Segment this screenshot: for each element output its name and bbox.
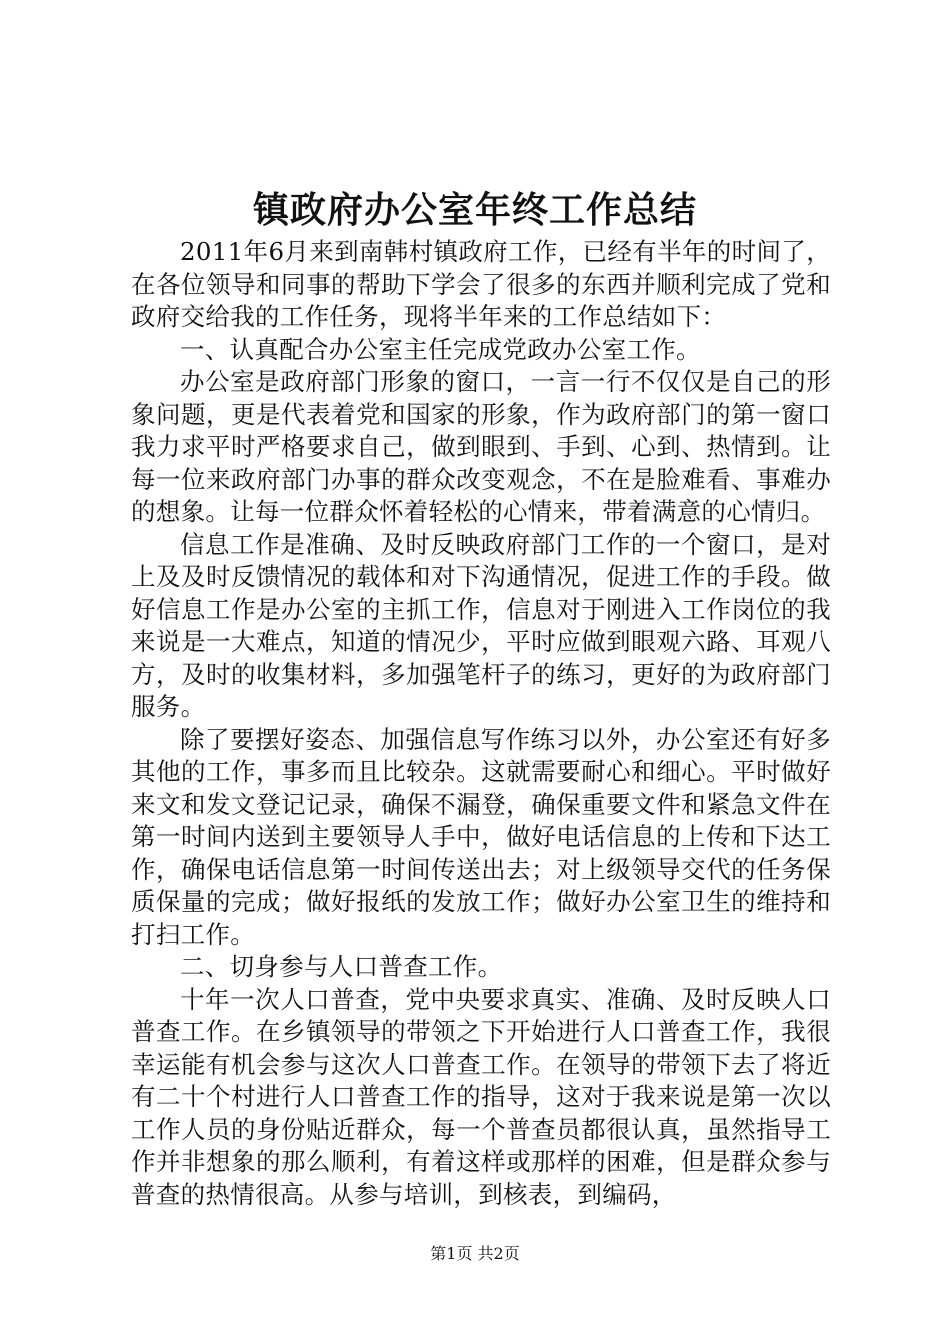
section-heading-1: 一、认真配合办公室主任完成党政办公室工作。 <box>180 334 701 364</box>
document-body <box>131 236 831 1211</box>
paragraph-other-work: 除了要摆好姿态、加强信息写作练习以外，办公室还有好多其他的工作，事多而且比较杂。这就需要耐心和细心。平时做好来文和发文登记记录，确保不漏登，确保重要文件和紧急文件在第一时间内送到主要领导人手中，做好电话信息的上传和下达工作，确保电话信息第一时间传送出去；对上级领导交代的任务保质保量的完成；做好报纸的发放工作；做好办公室卫生的维持和打扫工作。 <box>131 724 831 949</box>
paragraph-census: 十年一次人口普查，党中央要求真实、准确、及时反映人口普查工作。在乡镇领导的带领之下开始进行人口普查工作，我很幸运能有机会参与这次人口普查工作。在领导的带领下去了将近有二十个村进行人口普查工作的指导，这对于我来说是第一次以工作人员的身份贴近群众，每一个普查员都很认真，虽然指导工作并非想象的那么顺利，有着这样或那样的困难，但是群众参与普查的热情很高。从参与培训，到核表，到编码， <box>131 984 831 1209</box>
page-number-footer: 第1页 共2页 <box>430 1244 520 1263</box>
paragraph-office-image: 办公室是政府部门形象的窗口，一言一行不仅仅是自己的形象问题，更是代表着党和国家的形象，作为政府部门的第一窗口我力求平时严格要求自己，做到眼到、手到、心到、热情到。让每一位来政府部门办事的群众改变观念，不在是脸难看、事难办的想象。让每一位群众怀着轻松的心情来，带着满意的心情归。 <box>131 367 831 526</box>
document-title: 镇政府办公室年终工作总结 <box>252 189 697 231</box>
paragraph-intro: 2011年6月来到南韩村镇政府工作，已经有半年的时间了，在各位领导和同事的帮助下学会了很多的东西并顺利完成了党和政府交给我的工作任务，现将半年来的工作总结如下： <box>131 237 831 331</box>
paragraph-information-work: 信息工作是准确、及时反映政府部门工作的一个窗口，是对上及及时反馈情况的载体和对下沟通情况，促进工作的手段。做好信息工作是办公室的主抓工作，信息对于刚进入工作岗位的我来说是一大难点，知道的情况少，平时应做到眼观六路、耳观八方，及时的收集材料，多加强笔杆子的练习，更好的为政府部门服务。 <box>131 529 831 721</box>
section-heading-2: 二、切身参与人口普查工作。 <box>180 952 503 981</box>
